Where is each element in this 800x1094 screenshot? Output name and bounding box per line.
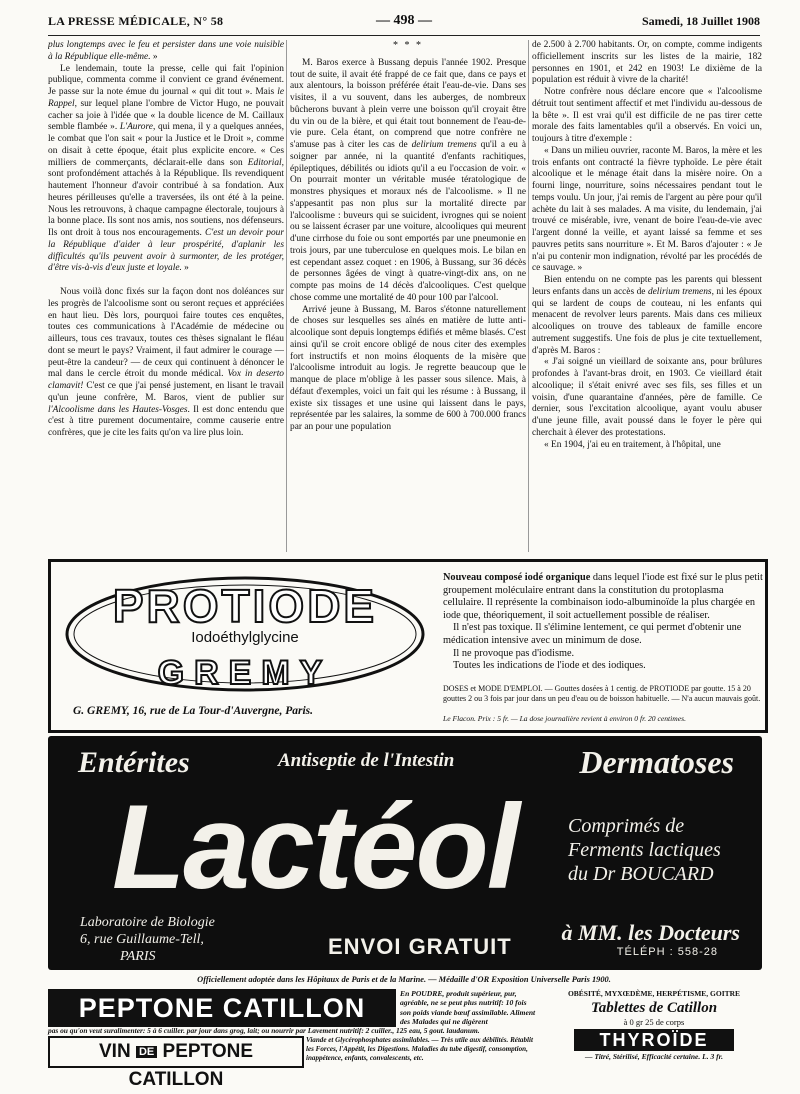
text-column-1 [48,40,284,552]
paragraph: « J'ai soigné un vieillard de soixante ans, pour brûlures profondes à l'avant-bras droit, en 1903. Ce vieillard était alcoolique; il s'était enivré avec ses fils, ses filles et un voisin, d'une quarantaine d'années, père de famille. Ce dernier, sous l'excitation alcoolique, ayant voulu abuser d'une jeune fille, avait poussé dans le foyer le père qui cherchait à élever des protestations. [532,357,762,438]
tablettes-indications: OBÉSITÉ, MYXŒDÈME, HERPÉTISME, GOITRE [567,989,741,998]
protiode-line-2: Il n'est pas toxique. Il s'élimine lentement, ce qui permet d'obtenir une médication intensive avec un minimum de dose. [443,622,742,646]
paragraph: Arrivé jeune à Bussang, M. Baros s'étonne naturellement de choses sur lesquelles ses aînés en matière de lutte anti-alcoolique sont depuis longtemps édifiés et même blasés. C'est ainsi qu'il se croit encore obligé de nous citer des exemples fort instructifs et non moins éloquents de la misère que l'alcoolisme introduit au logis. Je regrette beaucoup que le manque de place m'oblige à les passer sous silence. Mais, à défaut d'exemples, voici un fait qui les résume : à Bussang, il existe six tissages et une usine qui laissent dans le pays, représentée par les salaires, la somme de 600 à 700.000 francs par an pour une population [290,304,526,432]
vin-word: VIN [99,1041,131,1063]
page-header [48,14,760,34]
lacteol-brand: Lactéol [112,780,519,914]
lacteol-phone: TÉLÉPH : 558-28 [616,946,718,958]
text-column-3 [532,40,762,552]
lacteol-heading-mid: Antiseptie de l'Intestin [278,750,455,771]
thyroide-banner: THYROÏDE [574,1029,734,1051]
paragraph: « En 1904, j'ai eu en traitement, à l'hôpital, une [544,439,721,450]
paragraph: M. Baros exerce à Bussang depuis l'année 1902. Presque tout de suite, il avait été frappé de ce fait que, dans ce pays et aux alentours, la boisson préférée était l'eau-de-vie. Dans ses visites, il a vu souvent, dans les auberges, de nombreux bûcherons buvant à plein verre une boisson qu'il croyait être du vin ou de la bière, et qui était tout bonnement de l'eau-de-vie pure. Cela étant, on comprend que notre confrère ne s'amuse pas à citer les cas de delirium tremens qu'il a eu à soigner par année, ni la quantité d'enfants rachitiques, épileptiques, débilités ou idiots qu'il a eu l'occasion de voir. « On pourrait monter un véritable musée tératologique de monstres physiques et moraux nés de l'alcoolisme. » Il ne s'appesantit pas non plus sur la mortalité directe par l'alcoolisme : buveurs qui se suicident, ivrognes qui se noient ou se laissent écraser par une voiture, alcooliques qui meurent d'une cirrhose du foie ou sont emportés par une pneumonie en trois jours, par une tuberculose en quelques mois. Le bilan en est cependant assez coquet : en 1906, à Bussang, sur 36 décès de personnes âgées de vingt à quatre-vingt-dix ans, on ne compte pas moins de 14 décès d'alcooliques. C'est quelque chose comme une mortalité de 40 pour 100 par l'alcool. [290,57,526,303]
logo-word-protiode: PROTIODE [112,580,378,632]
paragraph: de 2.500 à 2.700 habitants. Or, on compte, comme indigents officiellement inscrits sur les listes de la mairie, 182 personnes en 1901, et 242 en 1903! Le dixième de la population est réduit à vivre de la charité! [532,40,762,86]
lacteol-free-sample: ENVOI GRATUIT [328,934,512,959]
lacteol-advert [48,736,762,970]
lacteol-desc-line: du Dr BOUCARD [568,863,714,885]
header-rule [48,35,760,36]
issue-date: Samedi, 18 Juillet 1908 [641,14,760,28]
protiode-price: Le Flacon. Prix : 5 fr. — La dose journalière revient à environ 0 fr. 20 centimes. [443,714,686,723]
protiode-doses: DOSES et MODE D'EMPLOI. — Gouttes dosées à 1 centig. de PROTIODE par goutte. 15 à 20 gouttes 2 ou 3 fois par jour dans un peu d'eau ou de boisson habituelle. — N'a aucun mauvais goût. [443,684,761,703]
column-divider [286,40,287,552]
lacteol-heading-left: Entérites [78,746,190,779]
protiode-line-4: Toutes les indications de l'iode et des iodiques. [453,660,646,672]
protiode-description [443,572,763,673]
lacteol-heading-right: Dermatoses [579,744,734,780]
tablettes-footer: — Titré, Stérilisé, Efficacité certaine. L. 3 fr. [585,1052,723,1061]
protiode-line-3: Il ne provoque pas d'iodisme. [453,647,575,659]
paragraph: plus longtemps avec le feu et persister dans une voie nuisible à la République elle-même. » [48,40,284,62]
text-column-2 [290,40,526,552]
tablettes-dose: à 0 gr 25 de corps [623,1017,685,1027]
lacteol-desc-line: Ferments lactiques [568,839,721,861]
tablettes-title: Tablettes de Catillon [590,1000,718,1016]
lacteol-doctors: à MM. les Docteurs [561,920,740,945]
paragraph: « Dans un milieu ouvrier, raconte M. Baros, la mère et les trois enfants ont contracté la fièvre typhoïde. Le père était alcoolique et le ménage était dans la misère noire. On a fourni linge, nourriture, soins nécessaires pendant tout le temps voulu. Un jour, j'ai remis de l'argent au père pour qu'il achète du lait à ses malades. A ma visite, du lendemain, j'ai trouvé ce misérable, ivre, venant de boire l'eau-de-vie avec l'argent donné la veille, et ayant laissé sa femme et ses pauvres petits sans nourriture ». Et M. Baros d'ajouter : « Je n'ai pu contenir mon indignation, révolté par les procédés de ce sauvage. » [532,145,762,274]
lab-line: 6, rue Guillaume-Tell, [80,932,204,947]
protiode-title: Nouveau composé iodé organique [443,572,591,583]
peptone-description: En POUDRE, produit supérieur, pur, agréable, ne se peut plus nutritif: 10 fois son poids viande bœuf assimilable. Aliment des Malades qui ne digèrent [400,989,536,1027]
de-word: DE [136,1046,157,1058]
protiode-advert [48,559,768,733]
vin-peptone-banner [48,1036,304,1091]
protiode-logo [63,572,427,692]
page-number: — 498 — [376,13,432,28]
lab-line: Laboratoire de Biologie [80,915,215,930]
vin-peptone-name: PEPTONE CATILLON [128,1041,253,1091]
peptone-usage: pas ou qu'on veut suralimenter: 5 à 6 cuiller. par jour dans grog, lait; ou nourrir par Lavement nutritif: 2 cuiller., 125 eau, 5 gout. laudanum. [48,1026,480,1035]
column-divider [528,40,529,552]
paragraph: Le lendemain, toute la presse, celle qui fait l'opinion publique, commenta comme il convient ce grand événement. Je passe sur la note émue du journal « qui dit tout ». Mais le Rappel, sur lequel plane l'ombre de Victor Hugo, ne pouvait cacher sa joie à l'idée que « la double licence de M. Caillaux semble flambée ». L'Aurore, qui mena, il y a quelques années, le combat que l'on sait « pour la Justice et le Droit », comme on disait à cette époque, était plus explicite encore. « Ces milliers de commerçants, déclarait-elle dans son Editorial, sont profondément attachés à la République. Ils revendiquent hautement l'honneur d'avoir contribué à sa fondation. Aux heures périlleuses qu'elle a traversées, ils ont été à la peine. Nous les retrouvons, à chaque campagne électorale, toujours à la bonne place. Ils sont nos amis, nos soutiens, nos défenseurs. Ils ont droit à tous nos encouragements. C'est un devoir pour la République d'aider à leur prospérité, d'aplanir les difficultés qu'ils peuvent avoir à surmonter, de les protéger, d'être vis-à-vis d'eux juste et loyale. » [48,63,284,274]
paragraph: Notre confrère nous déclare encore que « l'alcoolisme détruit tout sentiment affectif et met l'individu au-dessous de la bête ». Il est vrai qu'il est difficile de ne pas tirer cette morale des faits lamentables qu'il a observés. En voici un, toujours à titre d'exemple : [532,87,762,144]
section-asterism: * * * [393,40,423,51]
peptone-catillon-banner: PEPTONE CATILLON [48,989,396,1027]
vin-peptone-description: Viande et Glycérophosphates assimilables. — Très utile aux débilités. Rétablit les Forces, l'Appétit, les Digestions. Maladies du tube digestif, consomption, inappétence, enfants, convalescents, etc. [306,1036,533,1062]
catillon-official-note: Officiellement adoptée dans les Hôpitaux de Paris et de la Marine. — Médaille d'OR Exposition Universelle Paris 1900. [197,975,611,984]
paragraph: Nous voilà donc fixés sur la façon dont nos doléances sur les progrès de l'alcoolisme sont ou seront reçues et appréciées en haut lieu. Dès lors, pourquoi faire toutes ces enquêtes, toutes ces communications à l'Académie de médecine ou ailleurs, tous ces travaux, toutes ces thèses signalant le fléau dont se meurt le pays? Vraiment, il faut admirer le courage — peut-être la candeur? — de ceux qui continuent à dénoncer le mal dans le cercle étroit du monde médical. Vox in deserto clamavit! C'est ce que j'ai pensé justement, en lisant le travail qu'un jeune confrère, M. Baros, vient de publier sur l'Alcoolisme dans les Hautes-Vosges. Il est donc entendu que c'est à titre purement documentaire, comme causerie entre confrères, que je cite les faits qu'on va lire plus loin. [48,287,284,438]
lacteol-product-desc [568,814,721,886]
tablettes-catillon-advert [546,989,762,1067]
paragraph: Bien entendu on ne compte pas les parents qui blessent leurs enfants dans un accès de delirium tremens, ni les époux qui se lardent de coups de couteau, ni les enfants qui menacent de revolver leurs parents. Mais dans ces milieux alcooliques on trouve des tableaux de famille encore autrement suggestifs. Une fois de plus je cite textuellement, d'après M. Baros : [532,275,762,356]
protiode-body: dans lequel l'iode est fixé sur le plus petit groupement moléculaire entrant dans la constitution du protoplasma cellulaire. Il représente la combinaison iodo-albuminoïde la plus chargée en iode que, théoriquement, il soit actuellement possible de réaliser. [443,572,763,621]
lab-line: PARIS [120,949,156,964]
logo-subtitle: Iodoéthylglycine [191,629,299,646]
logo-word-gremy: GREMY [157,654,333,692]
lacteol-laboratory [80,914,215,965]
lacteol-desc-line: Comprimés de [568,815,685,837]
protiode-address: G. GREMY, 16, rue de La Tour-d'Auvergne, Paris. [73,705,314,717]
journal-title: LA PRESSE MÉDICALE, N° 58 [48,14,224,28]
